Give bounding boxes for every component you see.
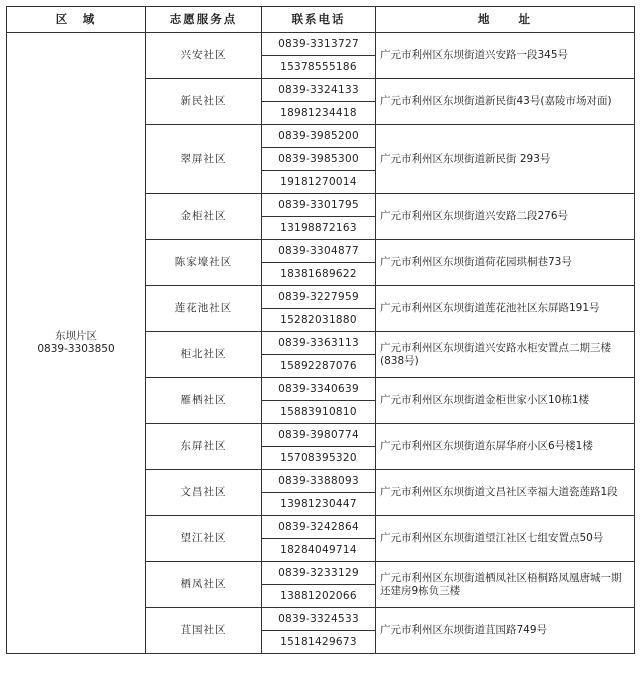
phone-number: 0839-3233129 — [262, 562, 376, 585]
service-point-name: 苴国社区 — [146, 608, 262, 654]
region-cell — [7, 33, 146, 654]
service-point-name: 望江社区 — [146, 516, 262, 562]
phone-number: 0839-3227959 — [262, 286, 376, 309]
header-phone: 联系电话 — [262, 7, 376, 33]
phone-number: 13881202066 — [262, 585, 376, 608]
table-body — [7, 33, 635, 654]
phone-number: 15378555186 — [262, 56, 376, 79]
service-point-name: 栖凤社区 — [146, 562, 262, 608]
address-cell: 广元市利州区东坝街道望江社区七组安置点50号 — [376, 516, 635, 562]
address-cell: 广元市利州区东坝街道苴国路749号 — [376, 608, 635, 654]
phone-number: 15892287076 — [262, 355, 376, 378]
phone-number: 19181270014 — [262, 171, 376, 194]
region-name: 东坝片区 — [55, 330, 97, 342]
phone-number: 0839-3985300 — [262, 148, 376, 171]
address-cell: 广元市利州区东坝街道文昌社区幸福大道瓷莲路1段 — [376, 470, 635, 516]
phone-number: 0839-3242864 — [262, 516, 376, 539]
address-cell: 广元市利州区东坝街道栖凤社区梧桐路凤凰唐城一期还建房9栋负三楼 — [376, 562, 635, 608]
header-row — [7, 7, 635, 33]
address-cell: 广元市利州区东坝街道兴安路二段276号 — [376, 194, 635, 240]
service-point-name: 金柜社区 — [146, 194, 262, 240]
service-point-name: 东屏社区 — [146, 424, 262, 470]
phone-number: 18381689622 — [262, 263, 376, 286]
address-cell: 广元市利州区东坝街道荷花园珙桐巷73号 — [376, 240, 635, 286]
phone-number: 15708395320 — [262, 447, 376, 470]
service-points-table — [6, 6, 635, 654]
address-cell: 广元市利州区东坝街道金柜世家小区10栋1楼 — [376, 378, 635, 424]
address-cell: 广元市利州区东坝街道新民街43号(嘉陵市场对面) — [376, 79, 635, 125]
address-cell: 广元市利州区东坝街道新民街 293号 — [376, 125, 635, 194]
service-point-name: 雁栖社区 — [146, 378, 262, 424]
service-point-name: 莲花池社区 — [146, 286, 262, 332]
service-point-name: 陈家壕社区 — [146, 240, 262, 286]
region-phone: 0839-3303850 — [37, 343, 115, 355]
phone-number: 13198872163 — [262, 217, 376, 240]
phone-number: 18981234418 — [262, 102, 376, 125]
phone-number: 0839-3324133 — [262, 79, 376, 102]
header-address: 地 址 — [376, 7, 635, 33]
phone-number: 0839-3340639 — [262, 378, 376, 401]
service-point-name: 文昌社区 — [146, 470, 262, 516]
address-cell: 广元市利州区东坝街道兴安路水柜安置点二期三楼(838号) — [376, 332, 635, 378]
header-service-point: 志愿服务点 — [146, 7, 262, 33]
phone-number: 18284049714 — [262, 539, 376, 562]
service-point-name: 柜北社区 — [146, 332, 262, 378]
phone-number: 0839-3313727 — [262, 33, 376, 56]
phone-number: 0839-3304877 — [262, 240, 376, 263]
service-point-name: 新民社区 — [146, 79, 262, 125]
phone-number: 15282031880 — [262, 309, 376, 332]
phone-number: 0839-3388093 — [262, 470, 376, 493]
phone-number: 15883910810 — [262, 401, 376, 424]
table-row — [7, 33, 635, 56]
phone-number: 0839-3363113 — [262, 332, 376, 355]
header-region: 区 域 — [7, 7, 146, 33]
phone-number: 15181429673 — [262, 631, 376, 654]
address-cell: 广元市利州区东坝街道兴安路一段345号 — [376, 33, 635, 79]
phone-number: 0839-3980774 — [262, 424, 376, 447]
address-cell: 广元市利州区东坝街道莲花池社区东屏路191号 — [376, 286, 635, 332]
phone-number: 0839-3985200 — [262, 125, 376, 148]
address-cell: 广元市利州区东坝街道东屏华府小区6号楼1楼 — [376, 424, 635, 470]
phone-number: 0839-3324533 — [262, 608, 376, 631]
service-point-name: 翠屏社区 — [146, 125, 262, 194]
phone-number: 13981230447 — [262, 493, 376, 516]
phone-number: 0839-3301795 — [262, 194, 376, 217]
service-point-name: 兴安社区 — [146, 33, 262, 79]
